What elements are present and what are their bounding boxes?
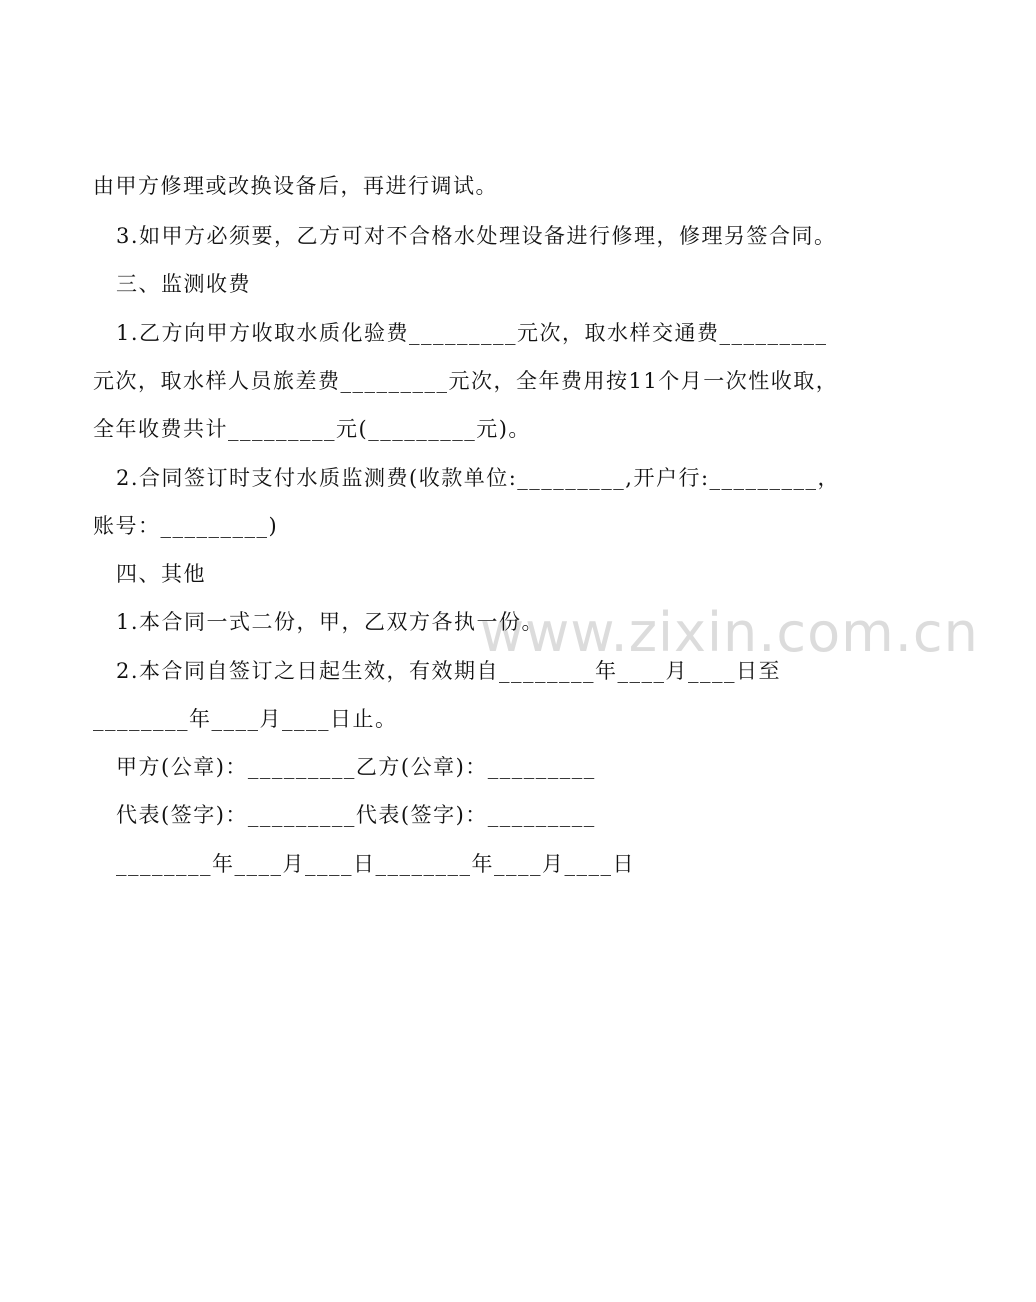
clause-1-copies: 1.本合同一式二份，甲，乙双方各执一份。 [116, 610, 545, 634]
watermark: www.zixin.com.cn [480, 601, 979, 664]
clause-1-total: 全年收费共计_________元(_________元)。 [93, 417, 531, 441]
clause-3-repair: 3.如甲方必须要，乙方可对不合格水处理设备进行修理，修理另签合同。 [116, 224, 837, 248]
account-number-line: 账号：_________) [93, 514, 279, 538]
clause-1-fees: 1.乙方向甲方收取水质化验费_________元次，取水样交通费_________ [116, 321, 828, 345]
clause-2-validity: 2.本合同自签订之日起生效，有效期自________年____月____日至 [116, 659, 782, 683]
clause-2-payment: 2.合同签订时支付水质监测费(收款单位:_________,开户行:_________， [116, 466, 841, 490]
section-heading-fees: 三、监测收费 [116, 272, 251, 296]
date-line: ________年____月____日________年____月____日 [116, 852, 635, 876]
signature-line: 代表(签字)：_________代表(签字)：_________ [116, 803, 596, 827]
section-heading-other: 四、其他 [116, 562, 206, 586]
clause-text-line: 由甲方修理或改换设备后，再进行调试。 [93, 174, 498, 198]
clause-2-validity-end: ________年____月____日止。 [93, 707, 398, 731]
clause-1-fees-cont: 元次，取水样人员旅差费_________元次，全年费用按11个月一次性收取， [93, 369, 839, 393]
seal-line: 甲方(公章)：_________乙方(公章)：_________ [116, 755, 596, 779]
